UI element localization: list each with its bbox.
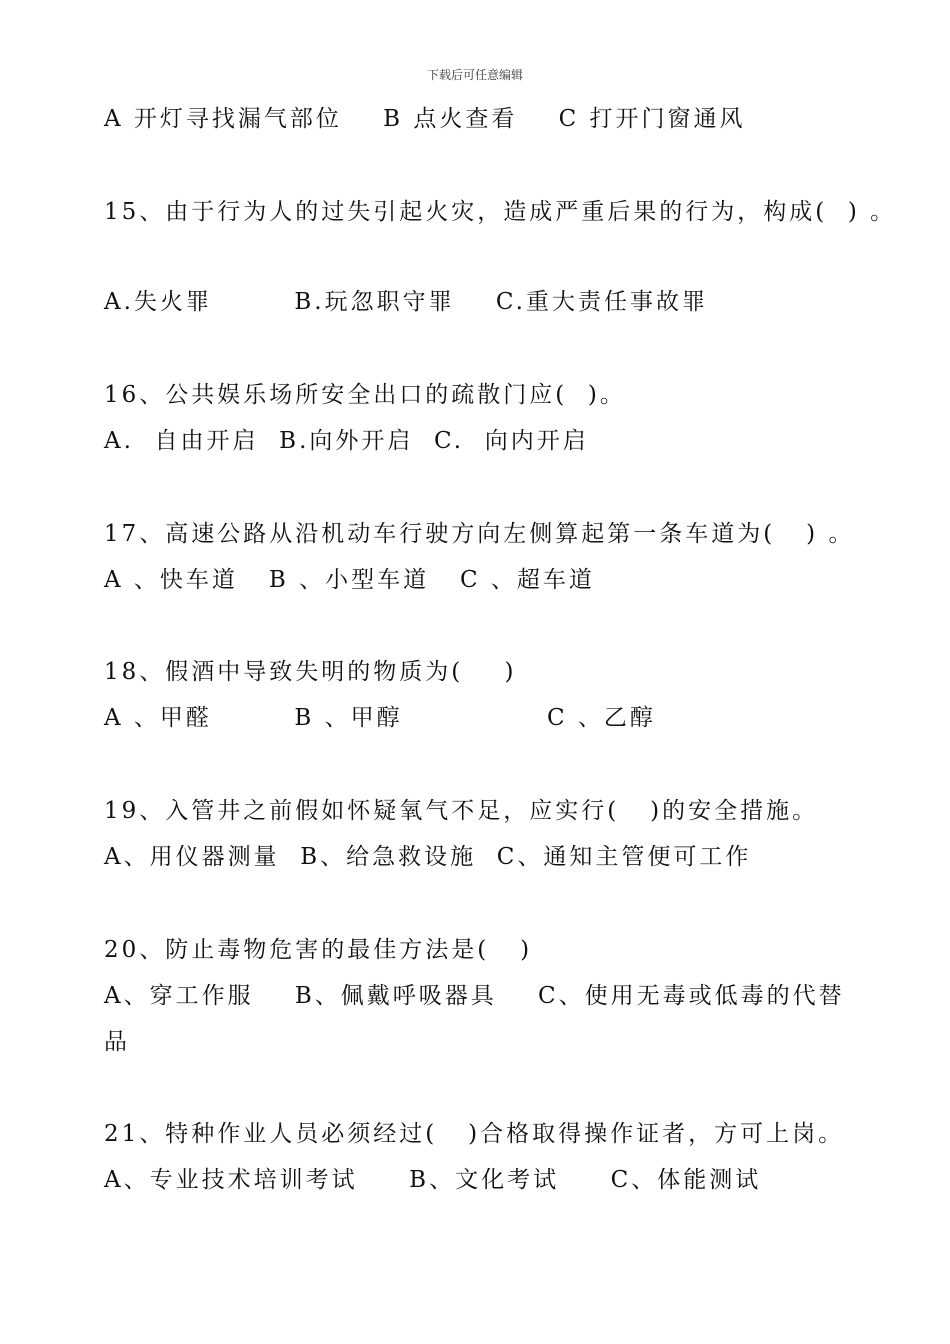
q17-options: A 、快车道 B 、小型车道 C 、超车道 (104, 567, 595, 593)
q14-options: A 开灯寻找漏气部位 B 点火查看 C 打开门窗通风 (104, 106, 746, 132)
question-18: 18、假酒中导致失明的物质为( ) (104, 659, 517, 685)
question-20: 20、防止毒物危害的最佳方法是( ) (104, 937, 533, 963)
q19-options: A、用仪器测量 B、给急救设施 C、通知主管便可工作 (104, 844, 752, 870)
question-19: 19、入管井之前假如怀疑氧气不足，应实行( )的安全措施。 (104, 798, 819, 824)
question-16: 16、公共娱乐场所安全出口的疏散门应( )。 (104, 382, 626, 408)
q20-options: A、穿工作服 B、佩戴呼吸器具 C、使用无毒或低毒的代替 (104, 983, 845, 1009)
question-21: 21、特种作业人员必须经过( )合格取得操作证者，方可上岗。 (104, 1121, 845, 1147)
q15-options: A.失火罪 B.玩忽职守罪 C.重大责任事故罪 (104, 289, 708, 315)
q21-options: A、专业技术培训考试 B、文化考试 C、体能测试 (104, 1167, 762, 1193)
question-15: 15、由于行为人的过失引起火灾，造成严重后果的行为，构成( ) 。 (104, 199, 897, 225)
q18-options: A 、甲醛 B 、甲醇 C 、乙醇 (104, 705, 656, 731)
page-header: 下载后可任意编辑 (426, 68, 523, 82)
q20-options-continued: 品 (104, 1029, 130, 1055)
q16-options: A. 自由开启 B.向外开启 C. 向内开启 (104, 428, 589, 454)
question-17: 17、高速公路从沿机动车行驶方向左侧算起第一条车道为( ) 。 (104, 521, 855, 547)
